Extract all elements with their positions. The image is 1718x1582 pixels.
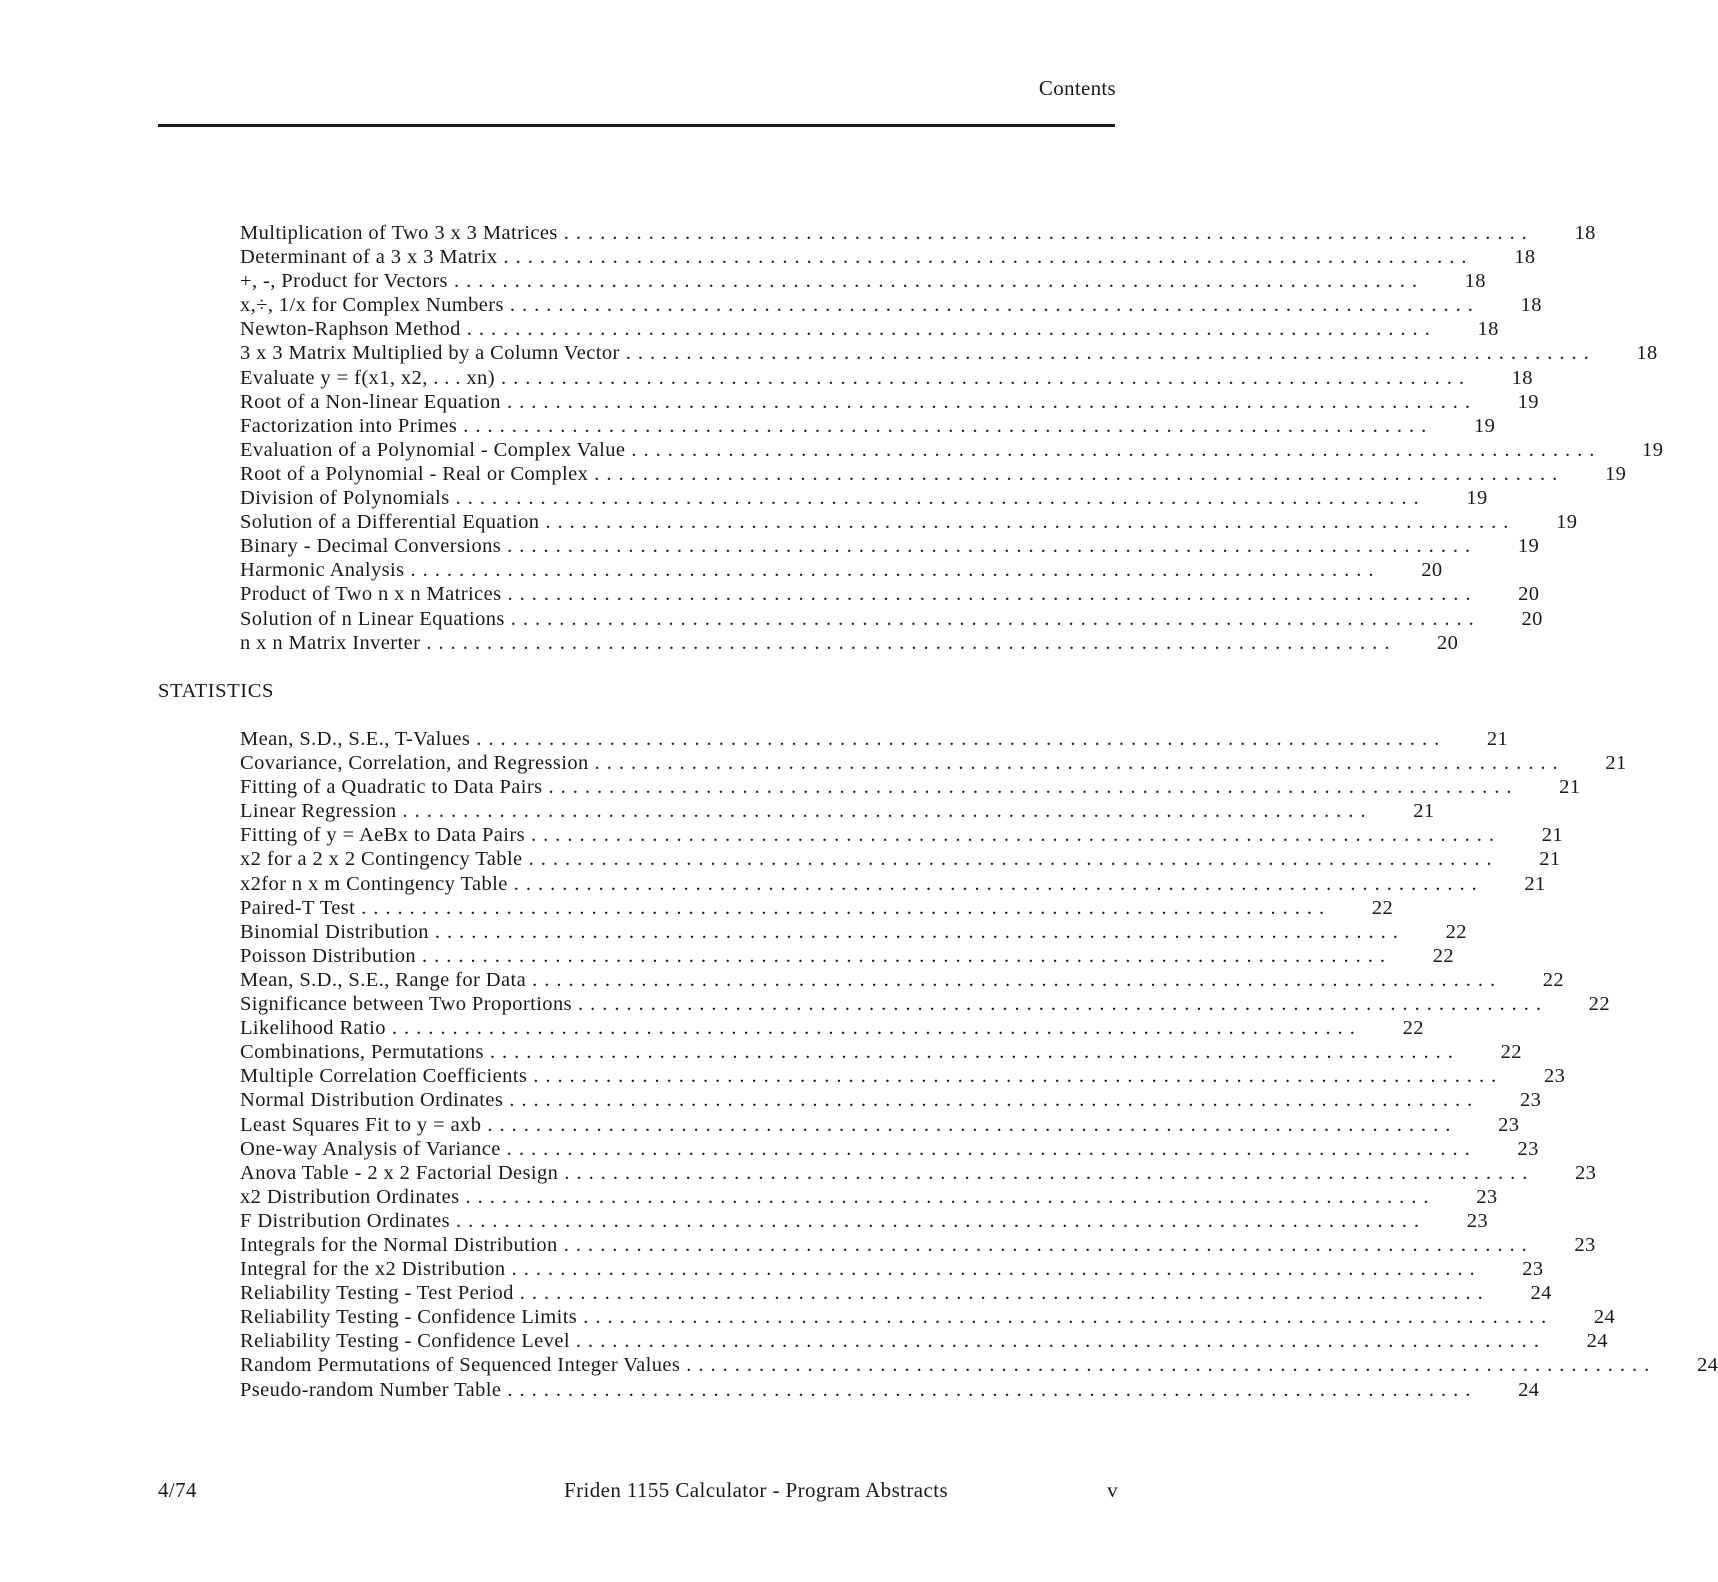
toc-entry-page: 24 [1586, 1330, 1608, 1353]
toc-leader-dots: ................................................................................ [533, 1065, 1504, 1088]
toc-entry [240, 535, 1540, 559]
toc-entry-page: 22 [1500, 1041, 1522, 1064]
toc-leader-dots: ................................................................................ [631, 438, 1602, 461]
toc-entry-page: 18 [1636, 342, 1658, 365]
toc-entry-page: 19 [1604, 462, 1627, 485]
toc-entry-page: 19 [1466, 487, 1488, 510]
toc-entry-page: 23 [1466, 1209, 1489, 1232]
toc-entry [240, 1378, 1540, 1403]
toc-leader-dots: ................................................................................ [506, 1137, 1477, 1160]
toc-entry-page: 19 [1517, 535, 1540, 558]
toc-leader-dots: ................................................................................ [519, 1282, 1490, 1305]
toc-entry [240, 462, 1627, 487]
toc-entry [240, 1233, 1596, 1258]
toc-entry [240, 511, 1578, 535]
toc-entry-title: x2 Distribution Ordinates [240, 1185, 460, 1208]
toc-leader-dots: ................................................................................ [510, 607, 1481, 630]
toc-leader-dots: ................................................................................ [455, 487, 1426, 510]
toc-entry-title: Covariance, Correlation, and Regression [240, 752, 589, 775]
toc-entry [240, 1089, 1542, 1113]
toc-entry-page: 23 [1522, 1258, 1544, 1281]
toc-entry-page: 22 [1588, 993, 1610, 1016]
toc-entry-title: Evaluation of a Polynomial - Complex Value [240, 438, 626, 461]
toc-entry [240, 607, 1543, 632]
toc-entry-page: 21 [1605, 752, 1627, 775]
toc-entry-page: 24 [1593, 1306, 1616, 1329]
toc-entry-page: 22 [1402, 1017, 1424, 1040]
toc-leader-dots: ................................................................................ [422, 944, 1393, 967]
toc-entry-page: 19 [1556, 511, 1578, 534]
toc-entry [240, 944, 1455, 969]
toc-entry-title: Division of Polynomials [240, 487, 450, 510]
toc-entry-title: Fitting of a Quadratic to Data Pairs [240, 776, 543, 799]
toc-entry [240, 1161, 1597, 1186]
toc-entry-title: Root of a Polynomial - Real or Complex [240, 462, 589, 485]
toc-entry [240, 848, 1561, 872]
toc-leader-dots: ................................................................................ [507, 535, 1478, 558]
toc-entry-title: Random Permutations of Sequenced Integer Values [240, 1354, 681, 1377]
toc-entry-page: 20 [1518, 583, 1540, 606]
toc-entry-title: Binary - Decimal Conversions [240, 535, 502, 558]
toc-entry-title: n x n Matrix Inverter [240, 631, 421, 654]
toc-entry-page: 22 [1371, 896, 1394, 919]
toc-entry-title: Linear Regression [240, 800, 397, 823]
toc-entry-page: 23 [1543, 1065, 1566, 1088]
toc-entry-title: Mean, S.D., S.E., T-Values [240, 728, 471, 750]
toc-leader-dots: ................................................................................ [531, 824, 1501, 847]
toc-leader-dots: ................................................................................ [509, 1089, 1480, 1112]
toc-leader-dots: ................................................................................ [500, 366, 1471, 389]
toc-entry-title: Evaluate y = f(x1, x2, . . . xn) [240, 366, 495, 389]
toc-entry-title: Determinant of a 3 x 3 Matrix [240, 246, 498, 269]
toc-entry-title: Poisson Distribution [240, 944, 417, 967]
toc-leader-dots: ................................................................................ [487, 1113, 1458, 1136]
toc-entry-page: 24 [1696, 1354, 1718, 1377]
page-header-title: Contents [1038, 76, 1116, 100]
toc-entry [240, 559, 1443, 583]
toc-leader-dots: ................................................................................ [548, 776, 1519, 799]
toc-leader-dots: ................................................................................ [625, 342, 1596, 365]
toc-leader-dots: ................................................................................ [563, 1233, 1534, 1256]
toc-leader-dots: ................................................................................ [545, 511, 1516, 534]
toc-entry-title: Multiplication of Two 3 x 3 Matrices [240, 222, 558, 244]
toc-entry-page: 23 [1574, 1233, 1596, 1256]
toc-entry-page: 20 [1521, 607, 1543, 630]
toc-leader-dots: ................................................................................ [489, 1041, 1460, 1064]
toc-entry [240, 583, 1540, 607]
toc-entry-page: 21 [1541, 824, 1563, 847]
toc-entry-page: 23 [1517, 1137, 1539, 1160]
toc-entry-title: x,÷, 1/x for Complex Numbers [240, 294, 504, 317]
toc-leader-dots: ................................................................................ [594, 462, 1565, 485]
toc-entry [240, 366, 1533, 391]
toc-entry-title: Factorization into Primes [240, 414, 458, 437]
toc-entry-page: 22 [1542, 968, 1565, 991]
toc-entry-title: Fitting of y = AeBx to Data Pairs [240, 824, 525, 847]
toc-entry-title: F Distribution Ordinates [240, 1209, 451, 1232]
toc-entry-title: Least Squares Fit to y = axb [240, 1113, 482, 1136]
toc-entry [240, 728, 1509, 752]
toc-entry [240, 414, 1496, 439]
toc-leader-dots: ................................................................................ [426, 631, 1397, 654]
toc-entry-title: Normal Distribution Ordinates [240, 1089, 504, 1112]
toc-entry-title: Pseudo-random Number Table [240, 1378, 502, 1401]
toc-leader-dots: ................................................................................ [453, 270, 1424, 293]
toc-entry [240, 1209, 1489, 1234]
toc-entry-page: 20 [1421, 559, 1443, 582]
toc-leader-dots: ................................................................................ [410, 559, 1381, 582]
toc-entry [240, 1065, 1566, 1089]
toc-entry-page: 18 [1477, 318, 1499, 341]
toc-leader-dots: ................................................................................ [456, 1209, 1427, 1232]
toc-entry-page: 18 [1464, 270, 1486, 293]
toc-leader-dots: ................................................................................ [532, 968, 1503, 991]
toc-entry [240, 1330, 1608, 1354]
toc-leader-dots: ................................................................................ [503, 246, 1474, 269]
toc-leader-dots: ................................................................................ [511, 1258, 1482, 1281]
toc-leader-dots: ................................................................................ [528, 848, 1499, 871]
toc-entry [240, 318, 1499, 342]
toc-leader-dots: ................................................................................ [686, 1354, 1657, 1377]
toc-entry-title: Combinations, Permutations [240, 1041, 484, 1064]
toc-entry [240, 800, 1435, 824]
footer-page-number: v [1107, 1478, 1118, 1502]
toc-entry [240, 438, 1664, 463]
toc-entry [240, 1137, 1539, 1162]
toc-entry-title: Solution of n Linear Equations [240, 607, 505, 630]
toc-entry-title: Newton-Raphson Method [240, 318, 461, 341]
toc-entry-page: 23 [1519, 1089, 1542, 1112]
toc-entry-title: Significance between Two Proportions [240, 993, 572, 1016]
toc-entry [240, 1185, 1498, 1210]
toc-entry [240, 1306, 1616, 1330]
footer-title: Friden 1155 Calculator - Program Abstracts [564, 1478, 949, 1502]
toc-leader-dots: ................................................................................ [391, 1017, 1362, 1040]
toc-leader-dots: ................................................................................ [506, 390, 1477, 413]
toc-entry-title: Reliability Testing - Test Period [240, 1282, 514, 1305]
toc-entry-title: Paired-T Test [240, 896, 356, 919]
toc-entry [240, 752, 1627, 776]
toc-entry-page: 18 [1511, 366, 1533, 389]
header-rule [158, 124, 1115, 127]
toc-entry [240, 246, 1536, 270]
toc-entry-title: Integrals for the Normal Distribution [240, 1233, 558, 1256]
toc-entry [240, 487, 1488, 511]
toc-entry-title: Product of Two n x n Matrices [240, 583, 502, 606]
toc-entry [240, 776, 1581, 800]
toc-leader-dots: ................................................................................ [509, 294, 1480, 317]
toc-entry-page: 22 [1445, 920, 1467, 943]
toc-entry-page: 23 [1476, 1185, 1498, 1208]
toc-entry-title: Integral for the x2 Distribution [240, 1258, 506, 1281]
toc-entry-page: 23 [1498, 1113, 1520, 1136]
toc-entry-page: 18 [1514, 246, 1536, 269]
toc-entry-title: Likelihood Ratio [240, 1017, 386, 1040]
toc-entry-page: 21 [1524, 872, 1546, 895]
toc-entry-page: 21 [1559, 776, 1581, 799]
toc-entry [240, 222, 1596, 246]
toc-entry-title: Harmonic Analysis [240, 559, 405, 582]
toc-entry [240, 1282, 1552, 1306]
toc-leader-dots: ................................................................................ [465, 1185, 1436, 1208]
toc-entry [240, 631, 1459, 656]
toc-entry-page: 22 [1432, 944, 1455, 967]
toc-leader-dots: ................................................................................ [463, 414, 1434, 437]
toc-entry-title: Multiple Correlation Coefficients [240, 1065, 528, 1088]
toc-entry [240, 1017, 1424, 1041]
toc-entry-title: Reliability Testing - Confidence Limits [240, 1306, 578, 1329]
toc-leader-dots: ................................................................................ [583, 1306, 1554, 1329]
toc-entry-title: Reliability Testing - Confidence Level [240, 1330, 570, 1353]
toc-leader-dots: ................................................................................ [361, 896, 1332, 919]
toc-entry-title: Mean, S.D., S.E., Range for Data [240, 968, 527, 991]
toc-leader-dots: ................................................................................ [434, 920, 1405, 943]
toc-leader-dots: ................................................................................ [513, 872, 1484, 895]
toc-entry-title: x2 for a 2 x 2 Contingency Table [240, 848, 523, 871]
toc-entry [240, 1041, 1522, 1065]
toc-entry-page: 18 [1520, 294, 1542, 317]
toc-leader-dots: ................................................................................ [577, 993, 1548, 1016]
toc-entry [240, 872, 1546, 897]
toc-entry-title: 3 x 3 Matrix Multiplied by a Column Vector [240, 342, 620, 365]
toc-leader-dots: ................................................................................ [563, 222, 1534, 244]
toc-entry-title: Solution of a Differential Equation [240, 511, 540, 534]
toc-entry [240, 270, 1486, 294]
toc-entry-title: x2for n x m Contingency Table [240, 872, 508, 895]
toc-list-math [240, 222, 1664, 656]
toc-entry-title: +, -, Product for Vectors [240, 270, 448, 293]
toc-entry [240, 1354, 1718, 1378]
toc-leader-dots: ................................................................................ [564, 1161, 1535, 1184]
toc-entry-page: 21 [1486, 728, 1509, 750]
toc-entry-page: 18 [1574, 222, 1596, 244]
toc-entry [240, 1113, 1520, 1138]
toc-entry-title: Binomial Distribution [240, 920, 429, 943]
toc-leader-dots: ................................................................................ [594, 752, 1565, 775]
toc-entry [240, 920, 1467, 945]
toc-entry-title: Root of a Non-linear Equation [240, 390, 501, 413]
toc-entry-page: 20 [1437, 631, 1459, 654]
toc-entry-page: 24 [1530, 1282, 1552, 1305]
toc-entry [240, 824, 1563, 848]
toc-entry-page: 19 [1473, 414, 1496, 437]
toc-leader-dots: ................................................................................ [402, 800, 1373, 823]
toc-entry [240, 896, 1394, 921]
toc-entry [240, 342, 1658, 366]
toc-entry [240, 1258, 1544, 1282]
toc-entry [240, 993, 1610, 1017]
toc-list-statistics [240, 728, 1718, 1403]
toc-leader-dots: ................................................................................ [507, 1378, 1478, 1401]
toc-entry-title: Anova Table - 2 x 2 Factorial Design [240, 1161, 559, 1184]
toc-entry-title: One-way Analysis of Variance [240, 1137, 501, 1160]
toc-entry-page: 23 [1575, 1161, 1597, 1184]
toc-entry [240, 390, 1539, 415]
toc-entry-page: 19 [1642, 438, 1664, 461]
toc-entry-page: 21 [1413, 800, 1435, 823]
toc-entry-page: 24 [1518, 1378, 1540, 1401]
toc-leader-dots: ................................................................................ [466, 318, 1437, 341]
footer-date: 4/74 [158, 1478, 197, 1502]
toc-entry-page: 19 [1517, 390, 1539, 413]
toc-leader-dots: ................................................................................ [507, 583, 1478, 606]
section-heading-statistics: STATISTICS [158, 680, 274, 702]
toc-entry [240, 294, 1542, 318]
toc-entry-page: 21 [1539, 848, 1561, 871]
toc-leader-dots: ................................................................................ [476, 728, 1447, 750]
toc-leader-dots: ................................................................................ [575, 1330, 1546, 1353]
toc-entry [240, 968, 1565, 993]
